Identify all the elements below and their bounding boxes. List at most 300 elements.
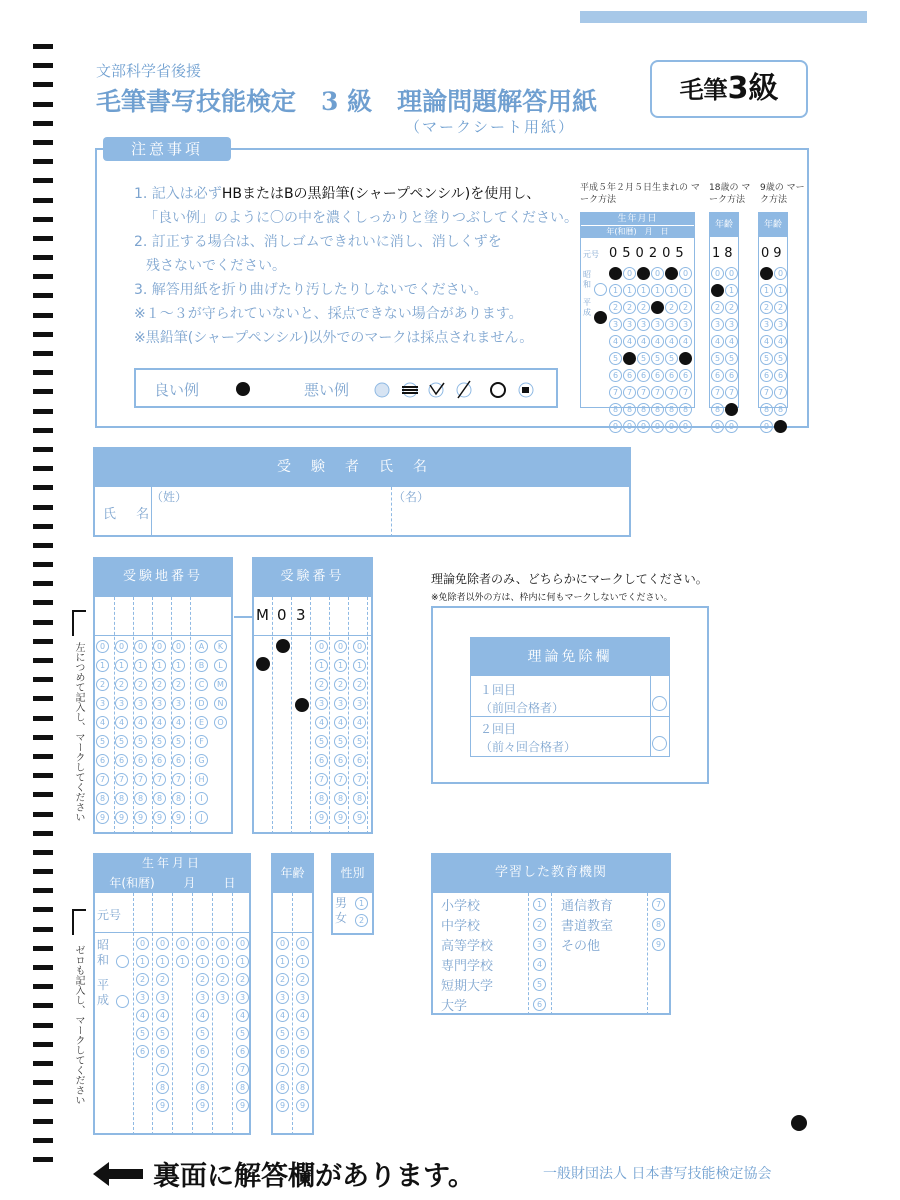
- example-dob-digit-bubble[interactable]: 4: [623, 335, 636, 348]
- exam-site-digit-bubble[interactable]: 3: [115, 697, 128, 710]
- exam-site-digit-bubble[interactable]: 3: [134, 697, 147, 710]
- exam-number-digit-bubble[interactable]: 9: [315, 811, 328, 824]
- exam-site-digit-bubble[interactable]: 2: [96, 678, 109, 691]
- birth-month-ones-bubble[interactable]: 1: [196, 955, 209, 968]
- exam-site-digit-bubble[interactable]: 6: [134, 754, 147, 767]
- age-ones-bubble[interactable]: 6: [296, 1045, 309, 1058]
- exam-site-digit-bubble[interactable]: 8: [172, 792, 185, 805]
- example-age9-digit-bubble[interactable]: 1: [774, 284, 787, 297]
- exam-site-letter-bubble[interactable]: L: [214, 659, 227, 672]
- timing-mark: [33, 332, 53, 337]
- exam-number-digit-bubble[interactable]: 9: [353, 811, 366, 824]
- example-dob-digit-bubble[interactable]: 9: [679, 420, 692, 433]
- age-tens-bubble[interactable]: 9: [276, 1099, 289, 1112]
- example-dob-digit-bubble[interactable]: 6: [637, 369, 650, 382]
- exam-number-digit-bubble[interactable]: 4: [315, 716, 328, 729]
- birth-day-tens-bubble[interactable]: 0: [216, 937, 229, 950]
- example-age9-digit-bubble[interactable]: 7: [760, 386, 773, 399]
- example-age18-digit-bubble[interactable]: 7: [711, 386, 724, 399]
- birth-year-tens-bubble[interactable]: 2: [136, 973, 149, 986]
- exam-site-digit-bubble[interactable]: 9: [172, 811, 185, 824]
- birth-year-ones-bubble[interactable]: 4: [156, 1009, 169, 1022]
- exam-number-digit-bubble[interactable]: 3: [353, 697, 366, 710]
- birth-year-tens-bubble[interactable]: 1: [136, 955, 149, 968]
- exam-site-digit-bubble[interactable]: 1: [153, 659, 166, 672]
- example-dob-digit-bubble[interactable]: 7: [623, 386, 636, 399]
- exam-site-digit-bubble[interactable]: 0: [134, 640, 147, 653]
- exam-site-digit-bubble[interactable]: 0: [153, 640, 166, 653]
- example-dob-digit-bubble[interactable]: 9: [623, 420, 636, 433]
- example-dob-digit-bubble[interactable]: 8: [609, 403, 622, 416]
- exam-number-letter-mark[interactable]: [256, 657, 270, 671]
- example-dob-digit-bubble[interactable]: 0: [651, 267, 664, 280]
- birth-year-tens-bubble[interactable]: 3: [136, 991, 149, 1004]
- exam-number-digit-bubble[interactable]: 1: [353, 659, 366, 672]
- exam-site-digit-bubble[interactable]: 6: [153, 754, 166, 767]
- example-dob-digit-bubble[interactable]: 7: [679, 386, 692, 399]
- exam-site-digit-bubble[interactable]: 9: [134, 811, 147, 824]
- age-tens-bubble[interactable]: 0: [276, 937, 289, 950]
- example-age18-digit-bubble[interactable]: 3: [725, 318, 738, 331]
- age-ones-bubble[interactable]: 4: [296, 1009, 309, 1022]
- example-dob-digit-bubble[interactable]: 1: [679, 284, 692, 297]
- birth-month-ones-bubble[interactable]: 3: [196, 991, 209, 1004]
- example-age18-digit-bubble[interactable]: 3: [711, 318, 724, 331]
- example-dob-digit-bubble[interactable]: 4: [637, 335, 650, 348]
- birth-day-ones-bubble[interactable]: 6: [236, 1045, 249, 1058]
- example-dob-digit-bubble[interactable]: 6: [651, 369, 664, 382]
- exam-site-letter-bubble[interactable]: D: [195, 697, 208, 710]
- exam-site-digit-bubble[interactable]: 7: [153, 773, 166, 786]
- exam-site-digit-bubble[interactable]: 5: [96, 735, 109, 748]
- example-dob-digit-bubble[interactable]: 6: [623, 369, 636, 382]
- example-age18-digit-bubble[interactable]: 6: [711, 369, 724, 382]
- example-dob-digit-bubble[interactable]: 8: [651, 403, 664, 416]
- exam-site-digit-bubble[interactable]: 2: [172, 678, 185, 691]
- example-dob-digit-bubble[interactable]: 8: [665, 403, 678, 416]
- example-dob-digit-bubble[interactable]: 3: [637, 318, 650, 331]
- example-dob-digit-bubble[interactable]: 1: [665, 284, 678, 297]
- birth-day-ones-bubble[interactable]: 1: [236, 955, 249, 968]
- example-age18-digit-bubble[interactable]: 7: [725, 386, 738, 399]
- exam-site-letter-bubble[interactable]: H: [195, 773, 208, 786]
- education-bubble[interactable]: 3: [533, 938, 546, 951]
- timing-mark: [33, 773, 53, 778]
- example-dob-digit-bubble[interactable]: 0: [679, 267, 692, 280]
- example-dob-digit-bubble[interactable]: 5: [609, 352, 622, 365]
- exam-site-digit-bubble[interactable]: 7: [115, 773, 128, 786]
- exam-site-digit-bubble[interactable]: 2: [115, 678, 128, 691]
- birth-month-ones-bubble[interactable]: 6: [196, 1045, 209, 1058]
- exam-site-digit-bubble[interactable]: 0: [96, 640, 109, 653]
- exam-site-letter-bubble[interactable]: E: [195, 716, 208, 729]
- age-tens-bubble[interactable]: 6: [276, 1045, 289, 1058]
- example-dob-digit-bubble[interactable]: 3: [609, 318, 622, 331]
- example-dob-digit-bubble[interactable]: 7: [651, 386, 664, 399]
- exam-site-digit-bubble[interactable]: 0: [172, 640, 185, 653]
- example-dob-digit-bubble[interactable]: 7: [665, 386, 678, 399]
- birth-year-ones-bubble[interactable]: 6: [156, 1045, 169, 1058]
- example-dob-digit-bubble[interactable]: 8: [679, 403, 692, 416]
- age-ones-bubble[interactable]: 3: [296, 991, 309, 1004]
- birth-year-tens-bubble[interactable]: 5: [136, 1027, 149, 1040]
- timing-mark: [33, 850, 53, 855]
- age-ones-bubble[interactable]: 5: [296, 1027, 309, 1040]
- birth-day-tens-bubble[interactable]: 3: [216, 991, 229, 1004]
- exam-number-mark[interactable]: [295, 698, 309, 712]
- example-age18-digit-bubble[interactable]: 2: [725, 301, 738, 314]
- exam-site-digit-bubble[interactable]: 7: [134, 773, 147, 786]
- exam-site-digit-bubble[interactable]: 6: [96, 754, 109, 767]
- exemption-2-bubble[interactable]: [652, 736, 667, 751]
- education-bubble[interactable]: 9: [652, 938, 665, 951]
- example-dob-digit-bubble[interactable]: 2: [665, 301, 678, 314]
- exam-number-digit-bubble[interactable]: 6: [353, 754, 366, 767]
- exam-site-digit-bubble[interactable]: 5: [153, 735, 166, 748]
- exam-number-digit-bubble[interactable]: 7: [315, 773, 328, 786]
- exam-number-digit-bubble[interactable]: 4: [334, 716, 347, 729]
- exam-number-digit-bubble[interactable]: 7: [334, 773, 347, 786]
- example-dob-digit-bubble[interactable]: 3: [623, 318, 636, 331]
- birth-year-ones-bubble[interactable]: 5: [156, 1027, 169, 1040]
- example-age18-digit-bubble[interactable]: 5: [725, 352, 738, 365]
- birth-year-ones-bubble[interactable]: 3: [156, 991, 169, 1004]
- age-tens-bubble[interactable]: 7: [276, 1063, 289, 1076]
- exam-number-digit-bubble[interactable]: 5: [353, 735, 366, 748]
- timing-mark: [33, 1080, 53, 1085]
- exam-number-digit-bubble[interactable]: 8: [315, 792, 328, 805]
- timing-mark: [33, 543, 53, 548]
- example-age18-digit-bubble[interactable]: 4: [711, 335, 724, 348]
- birth-day-tens-bubble[interactable]: 1: [216, 955, 229, 968]
- example-age9-digit-bubble[interactable]: 0: [760, 267, 773, 280]
- exam-site-letter-bubble[interactable]: C: [195, 678, 208, 691]
- example-age18-digit-bubble[interactable]: 1: [711, 284, 724, 297]
- example-age9-digit-bubble[interactable]: 5: [760, 352, 773, 365]
- exam-site-digit-bubble[interactable]: 5: [172, 735, 185, 748]
- example-dob-digit-bubble[interactable]: 0: [665, 267, 678, 280]
- exam-site-digit-bubble[interactable]: 1: [172, 659, 185, 672]
- example-age9-digit-bubble[interactable]: 0: [774, 267, 787, 280]
- given-name-field[interactable]: （名）: [393, 490, 430, 504]
- exam-site-digit-bubble[interactable]: 8: [134, 792, 147, 805]
- education-bubble[interactable]: 6: [533, 998, 546, 1011]
- age-tens-bubble[interactable]: 5: [276, 1027, 289, 1040]
- example-age18-digit-bubble[interactable]: 6: [725, 369, 738, 382]
- exam-site-digit-bubble[interactable]: 4: [153, 716, 166, 729]
- birth-month-tens-bubble[interactable]: 1: [176, 955, 189, 968]
- example-dob-digit-bubble[interactable]: 0: [623, 267, 636, 280]
- exam-number-digit-bubble[interactable]: 2: [353, 678, 366, 691]
- exam-site-digit-bubble[interactable]: 1: [96, 659, 109, 672]
- education-bubble[interactable]: 4: [533, 958, 546, 971]
- example-age18-digit-bubble[interactable]: 0: [711, 267, 724, 280]
- example-dob-digit-bubble[interactable]: 5: [623, 352, 636, 365]
- example-dob-digit-bubble[interactable]: 4: [665, 335, 678, 348]
- example-age9-note: 9歳の マーク方法: [760, 183, 805, 205]
- exam-site-digit-bubble[interactable]: 0: [115, 640, 128, 653]
- birth-year-tens-bubble[interactable]: 0: [136, 937, 149, 950]
- exam-site-letter-bubble[interactable]: N: [214, 697, 227, 710]
- level-badge: [650, 60, 808, 118]
- exam-site-letter-bubble[interactable]: F: [195, 735, 208, 748]
- birth-year-ones-bubble[interactable]: 7: [156, 1063, 169, 1076]
- birth-day-ones-bubble[interactable]: 0: [236, 937, 249, 950]
- exam-site-digit-bubble[interactable]: 6: [115, 754, 128, 767]
- example-dob-digit-bubble[interactable]: 9: [609, 420, 622, 433]
- example-age9-digit-bubble[interactable]: 6: [760, 369, 773, 382]
- exam-site-letter-bubble[interactable]: I: [195, 792, 208, 805]
- age-ones-bubble[interactable]: 8: [296, 1081, 309, 1094]
- example-dob-digit-bubble[interactable]: 0: [609, 267, 622, 280]
- example-dob-digit-bubble[interactable]: 6: [679, 369, 692, 382]
- example-dob-digit-bubble[interactable]: 1: [609, 284, 622, 297]
- example-age18-digit-bubble[interactable]: 8: [725, 403, 738, 416]
- education-option: 中学校: [441, 919, 481, 934]
- exam-number-digit-bubble[interactable]: 4: [353, 716, 366, 729]
- exam-number-char-3: 3: [296, 606, 306, 624]
- timing-mark: [33, 485, 53, 490]
- exemption-1-bubble[interactable]: [652, 696, 667, 711]
- age-tens-bubble[interactable]: 2: [276, 973, 289, 986]
- exam-number-digit-bubble[interactable]: 5: [315, 735, 328, 748]
- age-tens-bubble[interactable]: 8: [276, 1081, 289, 1094]
- exam-site-digit-bubble[interactable]: 4: [96, 716, 109, 729]
- birth-year-ones-bubble[interactable]: 9: [156, 1099, 169, 1112]
- example-age9-digit-bubble[interactable]: 8: [760, 403, 773, 416]
- birth-year-ones-bubble[interactable]: 2: [156, 973, 169, 986]
- exam-site-digit-bubble[interactable]: 9: [115, 811, 128, 824]
- birth-day-ones-bubble[interactable]: 5: [236, 1027, 249, 1040]
- education-bubble[interactable]: 8: [652, 918, 665, 931]
- example-dob-digit-bubble[interactable]: 3: [679, 318, 692, 331]
- gender-female-bubble[interactable]: 2: [355, 914, 368, 927]
- timing-mark: [33, 716, 53, 721]
- example-age9-digit-bubble[interactable]: 9: [774, 420, 787, 433]
- exam-site-digit-bubble[interactable]: 6: [172, 754, 185, 767]
- note-line-7: ※黒鉛筆(シャープペンシル)以外でのマークは採点されません。: [134, 330, 534, 346]
- example-age9-digit-bubble[interactable]: 2: [774, 301, 787, 314]
- exam-site-letter-bubble[interactable]: O: [214, 716, 227, 729]
- exam-site-digit-bubble[interactable]: 3: [96, 697, 109, 710]
- birth-month-ones-bubble[interactable]: 4: [196, 1009, 209, 1022]
- birth-month-ones-bubble[interactable]: 0: [196, 937, 209, 950]
- exam-number-digit-bubble[interactable]: 8: [334, 792, 347, 805]
- birth-day-ones-bubble[interactable]: 8: [236, 1081, 249, 1094]
- example-dob-digit-bubble[interactable]: 7: [637, 386, 650, 399]
- arrow-left-icon: [93, 1160, 145, 1188]
- birth-month-ones-bubble[interactable]: 7: [196, 1063, 209, 1076]
- exam-number-digit-bubble[interactable]: 6: [334, 754, 347, 767]
- exam-site-letter-bubble[interactable]: J: [195, 811, 208, 824]
- example-age9-digit-bubble[interactable]: 3: [760, 318, 773, 331]
- example-age9-digit-bubble[interactable]: 5: [774, 352, 787, 365]
- exam-site-digit-bubble[interactable]: 2: [153, 678, 166, 691]
- birth-day-ones-bubble[interactable]: 4: [236, 1009, 249, 1022]
- example-dob-digit-bubble[interactable]: 2: [609, 301, 622, 314]
- example-dob-digit-bubble[interactable]: 7: [609, 386, 622, 399]
- exam-number-digit-bubble[interactable]: 3: [334, 697, 347, 710]
- exam-site-digit-bubble[interactable]: 8: [153, 792, 166, 805]
- exam-site-digit-bubble[interactable]: 8: [115, 792, 128, 805]
- example-dob-digit-bubble[interactable]: 6: [609, 369, 622, 382]
- example-dob-digit-bubble[interactable]: 5: [637, 352, 650, 365]
- example-dob-digit-bubble[interactable]: 4: [609, 335, 622, 348]
- exam-number-digit-bubble[interactable]: 0: [315, 640, 328, 653]
- birth-month-ones-bubble[interactable]: 2: [196, 973, 209, 986]
- exam-number-digit-bubble[interactable]: 0: [353, 640, 366, 653]
- example-dob-digit-bubble[interactable]: 8: [623, 403, 636, 416]
- surname-field[interactable]: （姓）: [151, 490, 188, 504]
- exam-site-digit-bubble[interactable]: 5: [134, 735, 147, 748]
- example-dob-digit-bubble[interactable]: 0: [637, 267, 650, 280]
- exam-site-digit-bubble[interactable]: 8: [96, 792, 109, 805]
- exam-number-digit-bubble[interactable]: 0: [334, 640, 347, 653]
- age-ones-bubble[interactable]: 9: [296, 1099, 309, 1112]
- example-dob-digit-bubble[interactable]: 3: [651, 318, 664, 331]
- example-dob-digit-bubble[interactable]: 2: [679, 301, 692, 314]
- example-dob-digit-bubble[interactable]: 3: [665, 318, 678, 331]
- example-dob-digit-bubble[interactable]: 2: [623, 301, 636, 314]
- example-dob-digit-bubble[interactable]: 4: [651, 335, 664, 348]
- example-dob-digit-bubble[interactable]: 2: [651, 301, 664, 314]
- birth-year-tens-bubble[interactable]: 6: [136, 1045, 149, 1058]
- exam-site-digit-bubble[interactable]: 9: [96, 811, 109, 824]
- example-age9-digit-bubble[interactable]: 4: [774, 335, 787, 348]
- timing-mark: [33, 63, 53, 68]
- birth-month-ones-bubble[interactable]: 5: [196, 1027, 209, 1040]
- exam-site-caption: 受験地番号: [93, 557, 233, 597]
- page-title: 毛筆書写技能検定 3 級 理論問題解答用紙: [96, 87, 598, 116]
- example-dob-digit-bubble[interactable]: 1: [623, 284, 636, 297]
- example-dob-digit-bubble[interactable]: 4: [679, 335, 692, 348]
- exam-site-digit-bubble[interactable]: 4: [134, 716, 147, 729]
- birth-month-ones-bubble[interactable]: 9: [196, 1099, 209, 1112]
- birth-year-ones-bubble[interactable]: 0: [156, 937, 169, 950]
- age-ones-bubble[interactable]: 2: [296, 973, 309, 986]
- exemption-option-1: １回目 （前回合格者）: [480, 683, 565, 715]
- example-age18-digit-bubble[interactable]: 8: [711, 403, 724, 416]
- exam-number-digit-bubble[interactable]: 1: [334, 659, 347, 672]
- gender-male-bubble[interactable]: 1: [355, 897, 368, 910]
- timing-mark: [33, 735, 53, 740]
- age-ones-bubble[interactable]: 7: [296, 1063, 309, 1076]
- exam-site-digit-bubble[interactable]: 4: [115, 716, 128, 729]
- exam-number-digit-bubble[interactable]: 6: [315, 754, 328, 767]
- example-age18-digit-bubble[interactable]: 9: [711, 420, 724, 433]
- example-dob-digit-bubble[interactable]: 8: [637, 403, 650, 416]
- exam-site-letter-bubble[interactable]: B: [195, 659, 208, 672]
- example-age18-digit-bubble[interactable]: 0: [725, 267, 738, 280]
- example-age9-digit-bubble[interactable]: 2: [760, 301, 773, 314]
- exam-site-letter-bubble[interactable]: M: [214, 678, 227, 691]
- example-dob-digit-bubble[interactable]: 2: [637, 301, 650, 314]
- example-dob-digit-bubble[interactable]: 9: [637, 420, 650, 433]
- birth-day-ones-bubble[interactable]: 2: [236, 973, 249, 986]
- birth-day-tens-bubble[interactable]: 2: [216, 973, 229, 986]
- education-bubble[interactable]: 7: [652, 898, 665, 911]
- birth-month-ones-bubble[interactable]: 8: [196, 1081, 209, 1094]
- birth-year-tens-bubble[interactable]: 4: [136, 1009, 149, 1022]
- timing-mark: [33, 82, 53, 87]
- exam-site-digit-bubble[interactable]: 7: [172, 773, 185, 786]
- example-dob-digit-bubble[interactable]: 6: [665, 369, 678, 382]
- age-tens-bubble[interactable]: 1: [276, 955, 289, 968]
- birth-day-ones-bubble[interactable]: 7: [236, 1063, 249, 1076]
- birth-day-ones-bubble[interactable]: 3: [236, 991, 249, 1004]
- example-age9-digit-bubble[interactable]: 4: [760, 335, 773, 348]
- exam-site-letter-bubble[interactable]: K: [214, 640, 227, 653]
- age-tens-bubble[interactable]: 3: [276, 991, 289, 1004]
- example-age18-digit-bubble[interactable]: 2: [711, 301, 724, 314]
- education-bubble[interactable]: 2: [533, 918, 546, 931]
- birth-year-ones-bubble[interactable]: 1: [156, 955, 169, 968]
- example-age18-digit-bubble[interactable]: 9: [725, 420, 738, 433]
- exam-number-digit-bubble[interactable]: 7: [353, 773, 366, 786]
- exam-number-mark[interactable]: [276, 639, 290, 653]
- example-dob-digit-bubble[interactable]: 5: [679, 352, 692, 365]
- example-dob-digit-bubble[interactable]: 5: [651, 352, 664, 365]
- education-bubble[interactable]: 5: [533, 978, 546, 991]
- exam-number-digit-bubble[interactable]: 5: [334, 735, 347, 748]
- exemption-sub-instruction: ※免除者以外の方は、枠内に何もマークしないでください。: [431, 593, 673, 603]
- age-ones-bubble[interactable]: 1: [296, 955, 309, 968]
- exam-site-letter-bubble[interactable]: A: [195, 640, 208, 653]
- age-ones-bubble[interactable]: 0: [296, 937, 309, 950]
- exam-site-digit-bubble[interactable]: 9: [153, 811, 166, 824]
- exam-site-digit-bubble[interactable]: 1: [115, 659, 128, 672]
- exam-site-digit-bubble[interactable]: 4: [172, 716, 185, 729]
- birth-showa-bubble[interactable]: [116, 955, 129, 968]
- example-age9-digit-bubble[interactable]: 3: [774, 318, 787, 331]
- exam-site-digit-bubble[interactable]: 1: [134, 659, 147, 672]
- exam-number-digit-bubble[interactable]: 2: [334, 678, 347, 691]
- age-tens-bubble[interactable]: 4: [276, 1009, 289, 1022]
- exam-number-digit-bubble[interactable]: 8: [353, 792, 366, 805]
- birth-day-ones-bubble[interactable]: 9: [236, 1099, 249, 1112]
- example-dob-digit-bubble[interactable]: 9: [665, 420, 678, 433]
- exam-number-digit-bubble[interactable]: 9: [334, 811, 347, 824]
- exam-site-letter-bubble[interactable]: G: [195, 754, 208, 767]
- birth-month-tens-bubble[interactable]: 0: [176, 937, 189, 950]
- birth-heisei-bubble[interactable]: [116, 995, 129, 1008]
- example-age18-digit-bubble[interactable]: 4: [725, 335, 738, 348]
- exam-site-digit-bubble[interactable]: 7: [96, 773, 109, 786]
- example-age9-digit-bubble[interactable]: 1: [760, 284, 773, 297]
- exam-site-digit-bubble[interactable]: 5: [115, 735, 128, 748]
- example-dob-digit-bubble[interactable]: 9: [651, 420, 664, 433]
- education-bubble[interactable]: 1: [533, 898, 546, 911]
- example-age9-digit-bubble[interactable]: 9: [760, 420, 773, 433]
- example-age18-digit-bubble[interactable]: 1: [725, 284, 738, 297]
- example-dob-digit-bubble[interactable]: 1: [637, 284, 650, 297]
- exam-site-digit-bubble[interactable]: 2: [134, 678, 147, 691]
- exam-number-digit-bubble[interactable]: 3: [315, 697, 328, 710]
- exam-number-digit-bubble[interactable]: 2: [315, 678, 328, 691]
- timing-mark: [33, 658, 53, 663]
- example-age9-digit-bubble[interactable]: 7: [774, 386, 787, 399]
- example-age9-digit-bubble[interactable]: 6: [774, 369, 787, 382]
- exemption-option-2: ２回目 （前々回合格者）: [480, 722, 577, 754]
- example-age9-digit-bubble[interactable]: 8: [774, 403, 787, 416]
- example-dob-digit-bubble[interactable]: 1: [651, 284, 664, 297]
- exam-number-digit-bubble[interactable]: 1: [315, 659, 328, 672]
- example-dob-digit-bubble[interactable]: 5: [665, 352, 678, 365]
- birth-year-ones-bubble[interactable]: 8: [156, 1081, 169, 1094]
- exam-site-digit-bubble[interactable]: 3: [153, 697, 166, 710]
- example-age18-digit-bubble[interactable]: 5: [711, 352, 724, 365]
- exam-site-digit-bubble[interactable]: 3: [172, 697, 185, 710]
